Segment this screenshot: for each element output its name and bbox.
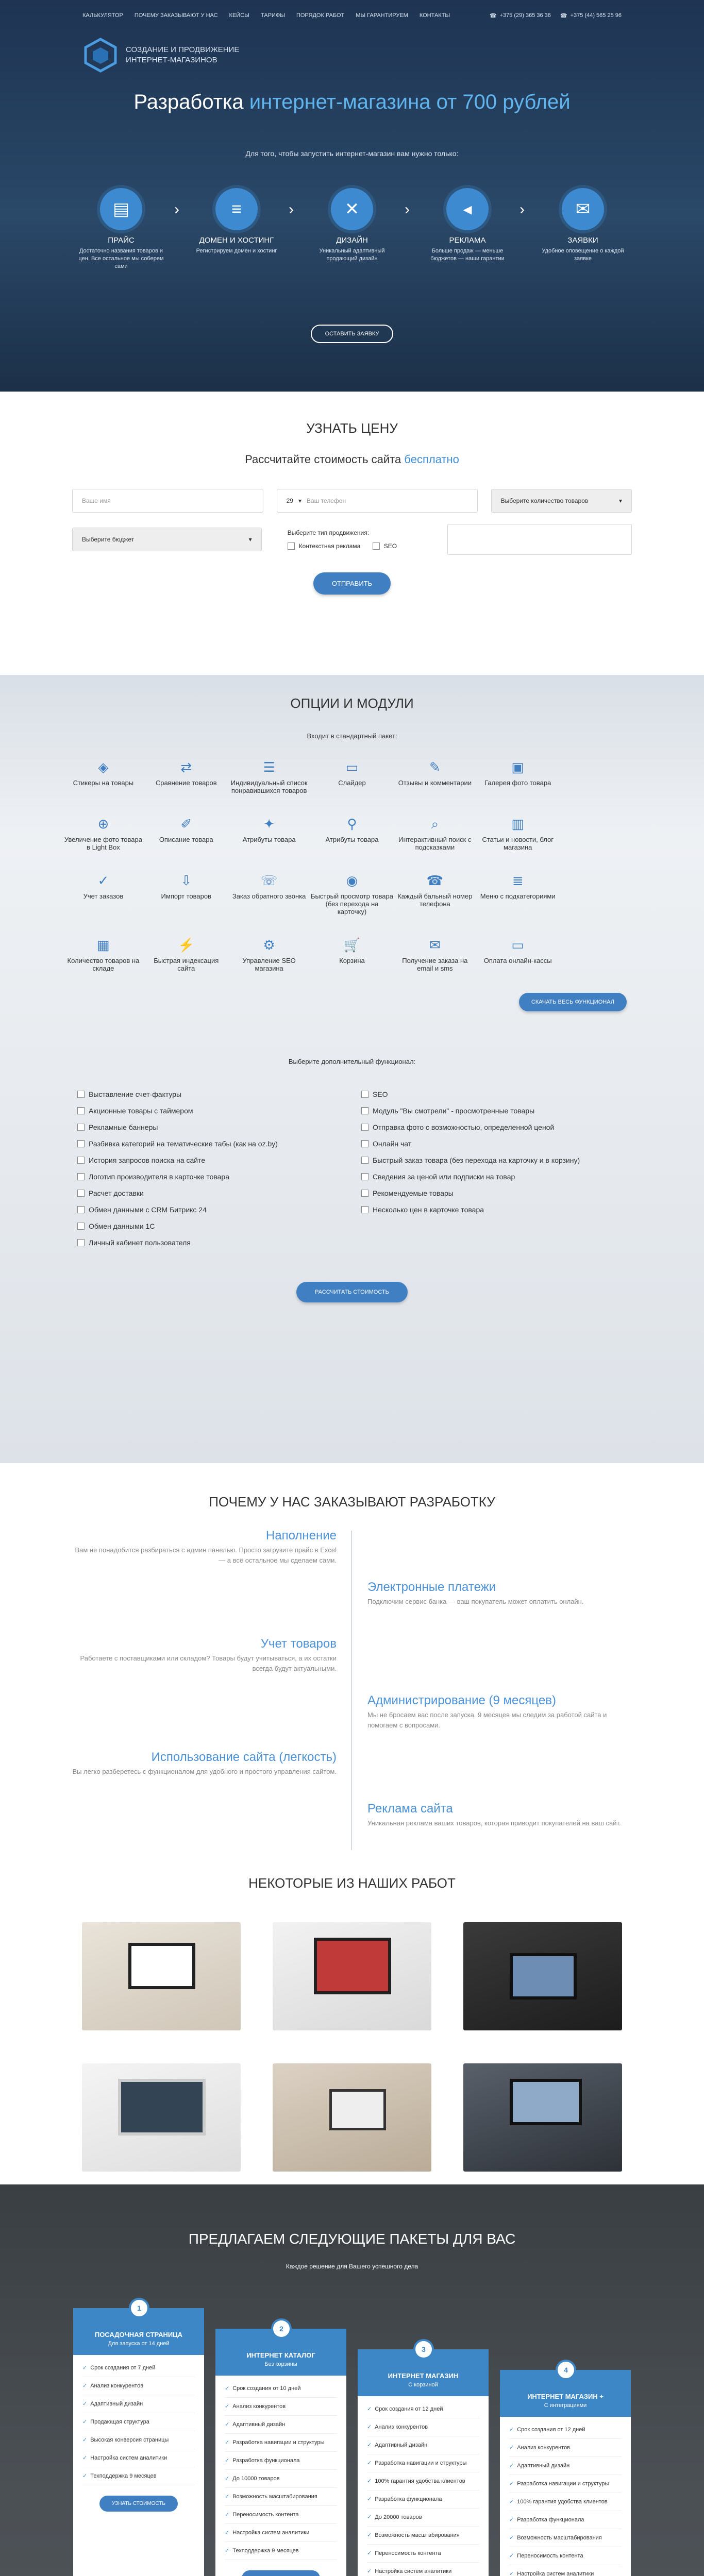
- promo-type-group: Выберите тип продвижения: Контекстная реклама SEO: [287, 529, 397, 550]
- nav-item-contacts[interactable]: КОНТАКТЫ: [419, 12, 450, 19]
- brand[interactable]: [0, 31, 704, 73]
- calculate-cost-button[interactable]: РАССЧИТАТЬ СТОИМОСТЬ: [296, 1282, 408, 1302]
- package-feature: ✓ Адаптивный дизайн: [225, 2416, 337, 2434]
- feature-item: ⇄ Сравнение товаров: [145, 759, 228, 794]
- submit-button[interactable]: ОТПРАВИТЬ: [313, 572, 391, 595]
- checkbox-seo[interactable]: SEO: [373, 543, 397, 550]
- phone-1[interactable]: ☎ +375 (29) 365 36 36: [489, 12, 551, 19]
- name-input[interactable]: Ваше имя: [72, 489, 263, 513]
- why-item: Учет товаров Работаете с поставщиками или складом? Товары будут учитываться, а их остатки всегда будут актуальными.: [80, 1637, 337, 1672]
- packages-section: [0, 2184, 704, 2576]
- feature-item: ✉ Получение заказа на email и sms: [393, 937, 476, 972]
- feature-item: ⚲ Атрибуты товара: [311, 816, 394, 851]
- feature-item: ✦ Атрибуты товара: [228, 816, 311, 851]
- package-features: [73, 2355, 204, 2496]
- price-section: [0, 392, 704, 675]
- step-requests: ✉ ЗАЯВКИ Удобное оповещение о каждой заявке: [539, 188, 627, 270]
- extra-features: [0, 1086, 704, 1251]
- extra-option[interactable]: Онлайн чат: [361, 1136, 627, 1152]
- extra-features-right: [361, 1086, 627, 1251]
- package-feature: ✓ До 10000 товаров: [225, 2470, 337, 2488]
- chevron-down-icon: ▾: [248, 536, 252, 543]
- package-feature: ✓ Разработка функционала: [225, 2452, 337, 2470]
- timeline-line: [351, 1531, 352, 1850]
- package-feature: ✓ До 20000 товаров: [367, 2509, 479, 2527]
- feature-item: ▣ Галерея фото товара: [476, 759, 559, 794]
- comment-input[interactable]: [447, 524, 632, 555]
- why-timeline: [69, 1531, 635, 1850]
- work-image[interactable]: [82, 2063, 241, 2172]
- package-feature: ✓ Продающая структура: [82, 2413, 195, 2431]
- payment-icon: ▭: [511, 937, 524, 953]
- top-nav: [0, 0, 704, 31]
- package-header: ИНТЕРНЕТ МАГАЗИН С корзиной: [358, 2349, 489, 2396]
- base-features-grid: [62, 759, 642, 972]
- search-icon: ⌕: [431, 816, 439, 832]
- feature-item: ☎ Каждый бальный номер телефона: [393, 873, 476, 916]
- package-feature: ✓ Переносимость контента: [367, 2545, 479, 2563]
- package-feature: ✓ Разработка навигации и структуры: [509, 2475, 622, 2493]
- why-title: ПОЧЕМУ У НАС ЗАКАЗЫВАЮТ РАЗРАБОТКУ: [209, 1494, 495, 1510]
- extra-option[interactable]: Обмен данными 1С: [77, 1218, 343, 1234]
- budget-select[interactable]: Выберите бюджет ▾: [72, 528, 262, 551]
- extra-option[interactable]: Сведения за ценой или подписки на товар: [361, 1168, 627, 1185]
- package-number: 4: [558, 2362, 574, 2378]
- package-feature: ✓ Настройка систем аналитики: [225, 2524, 337, 2542]
- package-feature: ✓ Анализ конкурентов: [509, 2439, 622, 2457]
- package-header: ИНТЕРНЕТ МАГАЗИН + С интеграциями: [500, 2370, 631, 2417]
- hero-subtitle: Для того, чтобы запустить интернет-магазин вам нужно только:: [245, 149, 459, 158]
- nav-item-why[interactable]: ПОЧЕМУ ЗАКАЗЫВАЮТ У НАС: [134, 12, 218, 19]
- why-item: Использование сайта (легкость) Вы легко разберетесь с функционалом для удобного и простого управления сайтом.: [72, 1750, 337, 1775]
- callback-icon: ☏: [260, 873, 278, 888]
- package-feature: ✓ Техподдержка 9 месяцев: [82, 2467, 195, 2485]
- feature-item: ◉ Быстрый просмотр товара (без перехода на карточку): [311, 873, 393, 916]
- package-feature: ✓ Срок создания от 7 дней: [82, 2359, 195, 2377]
- chevron-down-icon: ▾: [618, 497, 622, 504]
- import-icon: ⇩: [180, 873, 192, 888]
- package-features: [358, 2396, 489, 2576]
- step-domain: ≡ ДОМЕН И ХОСТИНГ Регистрируем домен и хостинг: [193, 188, 280, 270]
- feature-item: ▭ Оплата онлайн-кассы: [476, 937, 559, 972]
- extra-option[interactable]: Быстрый заказ товара (без перехода на карточку и в корзину): [361, 1152, 627, 1168]
- feature-item: ▥ Статьи и новости, блог магазина: [476, 816, 559, 851]
- step-design: ✕ ДИЗАЙН Уникальный адаптивный продающий дизайн: [308, 188, 396, 270]
- indexing-icon: ⚡: [178, 937, 195, 953]
- megaphone-icon: ◂: [446, 188, 489, 230]
- inbox-icon: ✉: [562, 188, 604, 230]
- package-feature: ✓ Анализ конкурентов: [82, 2377, 195, 2395]
- chevron-down-icon: ▾: [298, 497, 301, 504]
- package-header: ИНТЕРНЕТ КАТАЛОГ Без корзины: [215, 2329, 346, 2376]
- extra-option[interactable]: Рекомендуемые товары: [361, 1185, 627, 1201]
- package-feature: ✓ 100% гарантия удобства клиентов: [367, 2472, 479, 2490]
- feature-item: ⇩ Импорт товаров: [145, 873, 228, 916]
- package-feature: ✓ Анализ конкурентов: [367, 2418, 479, 2436]
- why-section: [0, 1463, 704, 1860]
- feature-item: ✎ Отзывы и комментарии: [393, 759, 476, 794]
- zoom-icon: ⊕: [97, 816, 109, 832]
- package-features: [215, 2376, 346, 2570]
- email-icon: ✉: [429, 937, 441, 953]
- nav-item-tariffs[interactable]: ТАРИФЫ: [260, 12, 285, 19]
- extra-option[interactable]: Обмен данными с CRM Битрикс 24: [77, 1201, 343, 1218]
- package-feature: ✓ Техподдержка 9 месяцев: [225, 2542, 337, 2560]
- nav-item-workflow[interactable]: ПОРЯДОК РАБОТ: [296, 12, 345, 19]
- work-image[interactable]: [273, 1922, 431, 2030]
- why-item: Наполнение Вам не понадобится разбираться с админ панелью. Просто загрузите прайс в Excel — а всё остальное мы сделаем сами.: [75, 1529, 337, 1564]
- feature-item: ⌕ Интерактивный поиск с подсказками: [393, 816, 476, 851]
- extra-option[interactable]: Несколько цен в карточке товара: [361, 1201, 627, 1218]
- hero-section: [0, 0, 704, 392]
- package-feature: ✓ Срок создания от 10 дней: [225, 2380, 337, 2398]
- brand-name: СОЗДАНИЕ И ПРОДВИЖЕНИЕ ИНТЕРНЕТ-МАГАЗИНОВ: [126, 45, 240, 64]
- hero-title: Разработка интернет-магазина от 700 рублей: [133, 91, 571, 113]
- feature-item: ✐ Описание товара: [145, 816, 228, 851]
- package-cards: [0, 2304, 704, 2576]
- feature-item: ◈ Стикеры на товары: [62, 759, 145, 794]
- feature-item: ☏ Заказ обратного звонка: [228, 873, 311, 916]
- extra-option[interactable]: История запросов поиска на сайте: [77, 1152, 343, 1168]
- work-image[interactable]: [463, 2063, 622, 2172]
- extra-option[interactable]: Выставление счет-фактуры: [77, 1086, 343, 1103]
- why-item: Реклама сайта Уникальная реклама ваших товаров, которая приводит покупателей на ваш сайт.: [367, 1802, 621, 1827]
- extra-option[interactable]: Рекламные баннеры: [77, 1119, 343, 1136]
- cart-icon: 🛒: [343, 937, 361, 953]
- package-feature: ✓ Срок создания от 12 дней: [367, 2400, 479, 2418]
- package-card: [358, 2345, 489, 2576]
- package-number: 3: [415, 2341, 432, 2358]
- list-icon: ☰: [263, 759, 275, 775]
- feature-item: ☰ Индивидуальный список понравившихся товаров: [228, 759, 311, 794]
- package-card: [500, 2366, 631, 2576]
- works-gallery: [0, 1922, 704, 2172]
- package-feature: ✓ Разработка навигации и структуры: [225, 2434, 337, 2452]
- phone-2[interactable]: ☎ +375 (44) 565 25 96: [560, 12, 622, 19]
- server-icon: ≡: [215, 188, 258, 230]
- checkbox-context[interactable]: Контекстная реклама: [288, 543, 361, 550]
- work-image[interactable]: [82, 1922, 241, 2030]
- package-feature: ✓ Переносимость контента: [225, 2506, 337, 2524]
- extra-option[interactable]: Расчет доставки: [77, 1185, 343, 1201]
- base-package-label: Входит в стандартный пакет:: [307, 732, 397, 740]
- nav-item-guarantee[interactable]: МЫ ГАРАНТИРУЕМ: [356, 12, 408, 19]
- package-header: ПОСАДОЧНАЯ СТРАНИЦА Для запуска от 14 дней: [73, 2308, 204, 2355]
- nav-item-calculator[interactable]: КАЛЬКУЛЯТОР: [82, 12, 123, 19]
- nav-item-cases[interactable]: КЕЙСЫ: [229, 12, 249, 19]
- package-feature: ✓ Адаптивный дизайн: [82, 2395, 195, 2413]
- header-phones: [490, 12, 622, 19]
- package-feature: ✓ Настройка систем аналитики: [82, 2449, 195, 2467]
- chevron-right-icon: ›: [289, 201, 294, 218]
- price-list-icon: ▤: [100, 188, 142, 230]
- work-image[interactable]: [273, 2063, 431, 2172]
- hero-steps: [77, 188, 627, 270]
- seo-icon: ⚙: [263, 937, 275, 953]
- quick-view-icon: ◉: [346, 873, 358, 888]
- description-icon: ✐: [180, 816, 192, 832]
- blog-icon: ▥: [511, 816, 524, 832]
- package-price-button[interactable]: [242, 2570, 320, 2576]
- sticker-icon: ◈: [98, 759, 109, 775]
- menu-icon: ≣: [512, 873, 524, 888]
- package-feature: ✓ Возможность масштабирования: [367, 2527, 479, 2545]
- package-number: 1: [131, 2300, 147, 2316]
- package-feature: ✓ 100% гарантия удобства клиентов: [509, 2493, 622, 2511]
- feature-item: 🛒 Корзина: [311, 937, 394, 972]
- step-price: ▤ ПРАЙС Достаточно названия товаров и цен. Все остальное мы соберем сами: [77, 188, 165, 270]
- compare-icon: ⇄: [180, 759, 192, 775]
- package-feature: ✓ Настройка систем аналитики: [367, 2563, 479, 2576]
- price-title: УЗНАТЬ ЦЕНУ: [306, 420, 398, 436]
- cube-logo-icon: [82, 37, 119, 73]
- feature-item: ⊕ Увеличение фото товара в Light Box: [62, 816, 145, 851]
- attributes-icon: ⚲: [347, 816, 357, 832]
- feature-item: ≣ Меню с подкатегориями: [476, 873, 559, 916]
- feature-item: ▦ Количество товаров на складе: [62, 937, 145, 972]
- package-feature: ✓ Возможность масштабирования: [509, 2529, 622, 2547]
- package-feature: ✓ Высокая конверсия страницы: [82, 2431, 195, 2449]
- orders-icon: ✓: [97, 873, 109, 888]
- extra-option[interactable]: Разбивка категорий на тематические табы (как на oz.by): [77, 1136, 343, 1152]
- package-feature: ✓ Возможность масштабирования: [225, 2488, 337, 2506]
- feature-item: ✓ Учет заказов: [62, 873, 145, 916]
- attributes-icon: ✦: [263, 816, 275, 832]
- hero-title-accent: интернет-магазина от 700 рублей: [249, 91, 571, 113]
- options-section: [0, 675, 704, 1463]
- leave-request-button[interactable]: ОСТАВИТЬ ЗАЯВКУ: [311, 325, 394, 343]
- extra-option[interactable]: Логотип производителя в карточке товара: [77, 1168, 343, 1185]
- package-feature: ✓ Разработка функционала: [509, 2511, 622, 2529]
- why-item: Электронные платежи Подключим сервис банка — ваш покупатель может оплатить онлайн.: [367, 1580, 584, 1605]
- gallery-icon: ▣: [511, 759, 524, 775]
- feature-item: ⚡ Быстрая индексация сайта: [145, 937, 228, 972]
- phone-code[interactable]: 29: [286, 497, 293, 504]
- chevron-right-icon: ›: [174, 201, 179, 218]
- package-feature: ✓ Срок создания от 12 дней: [509, 2421, 622, 2439]
- package-feature: ✓ Переносимость контента: [509, 2547, 622, 2565]
- works-section: [0, 1860, 704, 2184]
- design-tools-icon: ✕: [331, 188, 373, 230]
- phone-icon: ☎: [426, 873, 444, 888]
- slider-icon: ▭: [345, 759, 359, 775]
- comments-icon: ✎: [429, 759, 441, 775]
- package-feature: ✓ Адаптивный дизайн: [509, 2457, 622, 2475]
- extra-features-left: [77, 1086, 343, 1251]
- feature-item: ▭ Слайдер: [311, 759, 394, 794]
- package-card: [73, 2304, 204, 2576]
- package-price-button[interactable]: УЗНАТЬ СТОИМОСТЬ: [99, 2496, 178, 2512]
- extra-option[interactable]: SEO: [361, 1086, 627, 1103]
- phone-icon: ☎: [560, 12, 567, 19]
- extra-option[interactable]: Акционные товары с таймером: [77, 1103, 343, 1119]
- chevron-right-icon: ›: [519, 201, 525, 218]
- package-feature: ✓ Разработка функционала: [367, 2490, 479, 2509]
- chevron-right-icon: ›: [405, 201, 410, 218]
- extra-option[interactable]: Модуль "Вы смотрели" - просмотренные товары: [361, 1103, 627, 1119]
- quantity-select[interactable]: Выберите количество товаров ▾: [491, 489, 632, 513]
- extra-features-label: Выберите дополнительный функционал:: [288, 1058, 416, 1065]
- why-item: Администрирование (9 месяцев) Мы не бросаем вас после запуска. 9 месяцев мы следим за работой сайта и помогаем с вопросами.: [367, 1693, 607, 1729]
- package-card: [215, 2325, 346, 2576]
- options-title: ОПЦИИ И МОДУЛИ: [290, 696, 414, 711]
- price-calc-heading: Рассчитайте стоимость сайта бесплатно: [245, 453, 459, 466]
- package-features: [500, 2417, 631, 2576]
- step-ads: ◂ РЕКЛАМА Больше продаж — меньше бюджетов — наши гарантии: [424, 188, 511, 270]
- work-image[interactable]: [463, 1922, 622, 2030]
- package-feature: ✓ Настройка систем аналитики: [509, 2565, 622, 2576]
- show-all-features-button[interactable]: СКАЧАТЬ ВЕСЬ ФУНКЦИОНАЛ: [519, 993, 627, 1011]
- packages-lead: Каждое решение для Вашего успешного дела: [286, 2263, 418, 2270]
- phone-icon: ☎: [489, 12, 497, 19]
- package-number: 2: [273, 2320, 290, 2337]
- extra-option[interactable]: Личный кабинет пользователя: [77, 1234, 343, 1251]
- works-title: НЕКОТОРЫЕ ИЗ НАШИХ РАБОТ: [248, 1875, 456, 1891]
- stock-icon: ▦: [97, 937, 110, 953]
- package-feature: ✓ Разработка навигации и структуры: [367, 2454, 479, 2472]
- package-feature: ✓ Анализ конкурентов: [225, 2398, 337, 2416]
- extra-option[interactable]: Отправка фото с возможностью, определенной ценой: [361, 1119, 627, 1136]
- packages-title: ПРЕДЛАГАЕМ СЛЕДУЮЩИЕ ПАКЕТЫ ДЛЯ ВАС: [188, 2231, 516, 2247]
- package-feature: ✓ Адаптивный дизайн: [367, 2436, 479, 2454]
- phone-input[interactable]: 29 ▾ Ваш телефон: [277, 489, 478, 513]
- feature-item: ⚙ Управление SEO магазина: [228, 937, 311, 972]
